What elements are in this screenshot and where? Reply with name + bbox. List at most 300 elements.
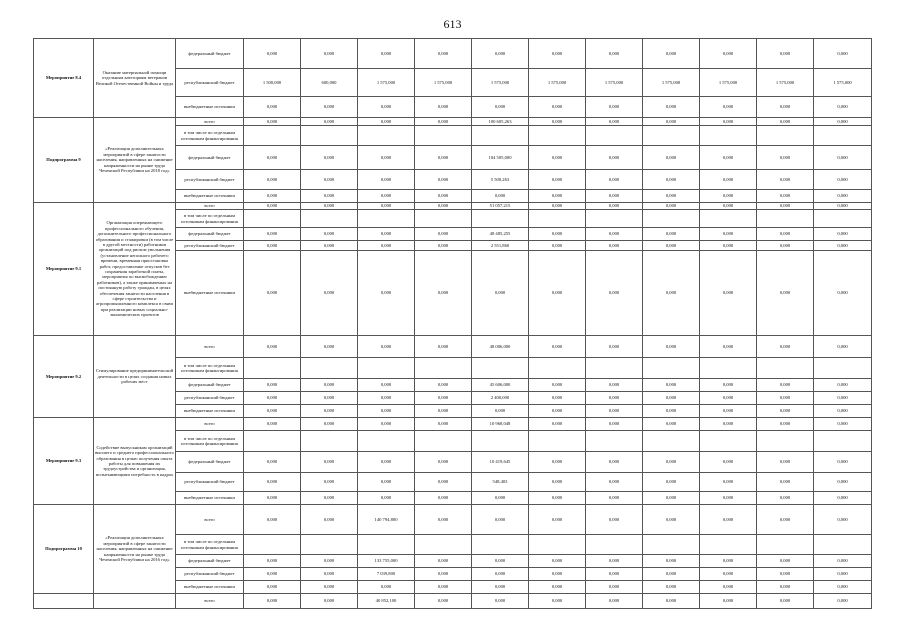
amount-cell: 0,000 — [358, 118, 415, 126]
amount-cell: 0,000 — [301, 39, 358, 69]
amount-cell: 0,000 — [301, 228, 358, 241]
amount-cell: 0,000 — [586, 594, 643, 609]
amount-cell: 0,000 — [244, 492, 301, 505]
funding-source: в том числе по отдельным источникам финансирования — [176, 210, 244, 228]
amount-cell — [301, 126, 358, 146]
amount-cell: 0,000 — [814, 418, 872, 431]
program-description: Оказание материальной помощи отдельным категориям ветеранов Великой Отечественной Войны и труда — [94, 39, 176, 118]
amount-cell — [415, 210, 472, 228]
amount-cell: 0,000 — [529, 594, 586, 609]
amount-cell: 40 852,100 — [358, 594, 415, 609]
amount-cell: 0,000 — [301, 203, 358, 210]
amount-cell: 0,000 — [529, 118, 586, 126]
amount-cell: 0,000 — [757, 146, 814, 170]
amount-cell: 0,000 — [301, 251, 358, 336]
amount-cell — [244, 358, 301, 379]
amount-cell: 0,000 — [814, 170, 872, 190]
amount-cell — [244, 126, 301, 146]
amount-cell — [358, 535, 415, 555]
amount-cell: 0,000 — [244, 228, 301, 241]
amount-cell: 0,000 — [814, 336, 872, 358]
amount-cell: 0,000 — [415, 146, 472, 170]
amount-cell: 0,000 — [301, 452, 358, 473]
amount-cell: 45 606,000 — [472, 379, 529, 392]
amount-cell — [529, 535, 586, 555]
amount-cell: 0,000 — [643, 473, 700, 492]
amount-cell — [700, 431, 757, 452]
amount-cell: 0,000 — [700, 555, 757, 568]
amount-cell: 0,000 — [643, 418, 700, 431]
amount-cell: 0,000 — [586, 418, 643, 431]
amount-cell: 0,000 — [415, 392, 472, 405]
amount-cell: 0,000 — [643, 190, 700, 203]
amount-cell: 0,000 — [301, 505, 358, 535]
amount-cell: 0,000 — [757, 39, 814, 69]
amount-cell: 0,000 — [529, 336, 586, 358]
amount-cell: 0,000 — [415, 39, 472, 69]
amount-cell: 0,000 — [643, 97, 700, 118]
amount-cell: 0,000 — [529, 97, 586, 118]
amount-cell — [472, 126, 529, 146]
amount-cell: 0,000 — [415, 228, 472, 241]
page-number: 613 — [443, 17, 462, 31]
program-name — [34, 594, 94, 609]
funding-source: республиканский бюджет — [176, 69, 244, 97]
funding-source: внебюджетные источники — [176, 97, 244, 118]
amount-cell: 0,000 — [529, 392, 586, 405]
amount-cell: 0,000 — [586, 392, 643, 405]
funding-source: в том числе по отдельным источникам финансирования — [176, 431, 244, 452]
amount-cell — [757, 210, 814, 228]
amount-cell: 10 419,645 — [472, 452, 529, 473]
amount-cell: 0,000 — [700, 146, 757, 170]
funding-source: внебюджетные источники — [176, 581, 244, 594]
budget-table-body — [34, 39, 872, 609]
amount-cell: 0,000 — [643, 228, 700, 241]
amount-cell: 0,000 — [814, 39, 872, 69]
amount-cell: 0,000 — [358, 336, 415, 358]
amount-cell — [700, 535, 757, 555]
amount-cell: 0,000 — [529, 568, 586, 581]
amount-cell: 1 575,000 — [529, 69, 586, 97]
amount-cell: 1 500,000 — [244, 69, 301, 97]
amount-cell: 0,000 — [244, 594, 301, 609]
table-row — [34, 39, 872, 69]
amount-cell: 0,000 — [643, 405, 700, 418]
amount-cell — [586, 358, 643, 379]
amount-cell: 0,000 — [301, 170, 358, 190]
amount-cell: 0,000 — [643, 39, 700, 69]
amount-cell: 0,000 — [529, 203, 586, 210]
amount-cell: 1 575,000 — [814, 69, 872, 97]
amount-cell: 2 551,860 — [472, 241, 529, 251]
program-name: Мероприятие 8.4 — [34, 39, 94, 118]
amount-cell — [757, 431, 814, 452]
amount-cell: 48 006,000 — [472, 336, 529, 358]
amount-cell — [757, 358, 814, 379]
amount-cell: 0,000 — [415, 473, 472, 492]
amount-cell: 0,000 — [358, 251, 415, 336]
amount-cell: 0,000 — [529, 473, 586, 492]
funding-source: республиканский бюджет — [176, 170, 244, 190]
funding-source: всего — [176, 336, 244, 358]
amount-cell: 0,000 — [757, 118, 814, 126]
amount-cell: 0,000 — [586, 146, 643, 170]
table-row — [34, 505, 872, 535]
table-row — [34, 118, 872, 126]
amount-cell: 0,000 — [586, 452, 643, 473]
budget-table — [33, 38, 872, 609]
amount-cell: 1 575,000 — [700, 69, 757, 97]
amount-cell: 0,000 — [529, 492, 586, 505]
amount-cell — [529, 358, 586, 379]
table-row — [34, 594, 872, 609]
amount-cell: 0,000 — [244, 251, 301, 336]
funding-source: федеральный бюджет — [176, 146, 244, 170]
amount-cell: 0,000 — [301, 581, 358, 594]
amount-cell: 0,000 — [244, 190, 301, 203]
amount-cell — [301, 535, 358, 555]
amount-cell: 0,000 — [472, 581, 529, 594]
amount-cell: 0,000 — [301, 336, 358, 358]
amount-cell: 0,000 — [586, 190, 643, 203]
amount-cell: 0,000 — [244, 97, 301, 118]
amount-cell — [757, 126, 814, 146]
amount-cell: 0,000 — [586, 228, 643, 241]
amount-cell — [529, 210, 586, 228]
amount-cell: 0,000 — [244, 392, 301, 405]
amount-cell: 0,000 — [529, 39, 586, 69]
funding-source: всего — [176, 505, 244, 535]
amount-cell: 0,000 — [358, 190, 415, 203]
amount-cell: 0,000 — [244, 581, 301, 594]
amount-cell: 0,000 — [529, 555, 586, 568]
amount-cell: 0,000 — [586, 241, 643, 251]
funding-source: внебюджетные источники — [176, 251, 244, 336]
amount-cell: 0,000 — [643, 594, 700, 609]
amount-cell: 0,000 — [757, 336, 814, 358]
amount-cell: 0,000 — [814, 97, 872, 118]
amount-cell: 0,000 — [814, 251, 872, 336]
amount-cell: 0,000 — [415, 581, 472, 594]
amount-cell: 0,000 — [415, 418, 472, 431]
amount-cell: 0,000 — [244, 170, 301, 190]
amount-cell: 0,000 — [700, 594, 757, 609]
amount-cell: 0,000 — [415, 97, 472, 118]
amount-cell: 0,000 — [244, 568, 301, 581]
amount-cell: 0,000 — [301, 594, 358, 609]
amount-cell: 0,000 — [415, 118, 472, 126]
amount-cell — [415, 126, 472, 146]
amount-cell: 0,000 — [301, 555, 358, 568]
funding-source: внебюджетные источники — [176, 492, 244, 505]
amount-cell: 0,000 — [700, 452, 757, 473]
amount-cell: 0,000 — [472, 568, 529, 581]
amount-cell: 0,000 — [700, 118, 757, 126]
funding-source: республиканский бюджет — [176, 392, 244, 405]
amount-cell: 0,000 — [814, 203, 872, 210]
amount-cell — [529, 431, 586, 452]
program-description: Стимулирование предпринимательской деятельности в целях создания новых рабочих мест — [94, 336, 176, 418]
amount-cell: 0,000 — [301, 146, 358, 170]
amount-cell: 0,000 — [244, 452, 301, 473]
amount-cell: 0,000 — [757, 505, 814, 535]
amount-cell — [415, 535, 472, 555]
amount-cell: 0,000 — [415, 505, 472, 535]
amount-cell: 0,000 — [757, 170, 814, 190]
amount-cell: 0,000 — [814, 146, 872, 170]
amount-cell — [301, 358, 358, 379]
amount-cell: 0,000 — [757, 418, 814, 431]
amount-cell: 0,000 — [472, 405, 529, 418]
amount-cell: 0,000 — [586, 251, 643, 336]
program-description: Содействие выпускникам организаций высшего и среднего профессионального образования в целью получения опыта работы для повышения их трудоустройства и организация, испытывающими потребность в кадрах — [94, 418, 176, 505]
amount-cell: 0,000 — [472, 555, 529, 568]
funding-source: федеральный бюджет — [176, 228, 244, 241]
program-description: «Реализация дополнительных мероприятий в сфере занятости населения, направленных на снижение напряженности на рынке труда Чеченской Республики на 2016 год» — [94, 505, 176, 594]
amount-cell: 0,000 — [586, 473, 643, 492]
amount-cell: 0,000 — [586, 39, 643, 69]
amount-cell: 0,000 — [757, 251, 814, 336]
amount-cell: 0,000 — [757, 241, 814, 251]
program-name: Подпрограмма 10 — [34, 505, 94, 594]
amount-cell: 0,000 — [244, 473, 301, 492]
amount-cell — [814, 535, 872, 555]
amount-cell: 0,000 — [814, 492, 872, 505]
amount-cell: 0,000 — [586, 581, 643, 594]
funding-source: федеральный бюджет — [176, 555, 244, 568]
amount-cell: 0,000 — [415, 492, 472, 505]
table-row — [34, 418, 872, 431]
amount-cell — [244, 535, 301, 555]
amount-cell: 0,000 — [814, 594, 872, 609]
amount-cell: 0,000 — [586, 336, 643, 358]
amount-cell: 0,000 — [700, 241, 757, 251]
amount-cell: 0,000 — [814, 555, 872, 568]
amount-cell: 0,000 — [529, 241, 586, 251]
funding-source: республиканский бюджет — [176, 568, 244, 581]
amount-cell: 548,403 — [472, 473, 529, 492]
amount-cell: 0,000 — [700, 379, 757, 392]
funding-source: федеральный бюджет — [176, 39, 244, 69]
amount-cell: 0,000 — [529, 190, 586, 203]
table-row — [34, 336, 872, 358]
amount-cell: 0,000 — [757, 473, 814, 492]
funding-source: федеральный бюджет — [176, 452, 244, 473]
amount-cell: 0,000 — [643, 203, 700, 210]
amount-cell: 0,000 — [358, 405, 415, 418]
amount-cell: 0,000 — [643, 555, 700, 568]
amount-cell — [814, 210, 872, 228]
funding-source: всего — [176, 594, 244, 609]
amount-cell: 0,000 — [529, 170, 586, 190]
amount-cell — [415, 358, 472, 379]
amount-cell — [358, 431, 415, 452]
amount-cell: 0,000 — [586, 379, 643, 392]
amount-cell: 0,000 — [700, 581, 757, 594]
amount-cell: 0,000 — [415, 568, 472, 581]
amount-cell: 0,000 — [586, 170, 643, 190]
amount-cell — [358, 126, 415, 146]
amount-cell: 0,000 — [586, 555, 643, 568]
amount-cell: 0,000 — [643, 581, 700, 594]
amount-cell: 0,000 — [643, 379, 700, 392]
funding-source: республиканский бюджет — [176, 241, 244, 251]
amount-cell: 0,000 — [472, 97, 529, 118]
funding-source: всего — [176, 203, 244, 210]
amount-cell — [643, 210, 700, 228]
amount-cell: 0,000 — [244, 505, 301, 535]
amount-cell: 0,000 — [700, 251, 757, 336]
amount-cell: 0,000 — [643, 146, 700, 170]
amount-cell: 0,000 — [700, 405, 757, 418]
amount-cell: 0,000 — [415, 555, 472, 568]
amount-cell: 0,000 — [244, 379, 301, 392]
amount-cell — [301, 431, 358, 452]
amount-cell: 0,000 — [643, 251, 700, 336]
amount-cell: 0,000 — [244, 336, 301, 358]
program-description: «Реализация дополнительных мероприятий в сфере занятости населения, направленных на снижение напряженности на рынке труда Чеченской Республики на 2018 год» — [94, 118, 176, 203]
amount-cell: 7 039,800 — [358, 568, 415, 581]
funding-source: внебюджетные источники — [176, 190, 244, 203]
amount-cell: 0,000 — [700, 473, 757, 492]
amount-cell: 0,000 — [244, 555, 301, 568]
amount-cell: 0,000 — [358, 241, 415, 251]
amount-cell: 0,000 — [757, 203, 814, 210]
amount-cell: 0,000 — [358, 97, 415, 118]
amount-cell: 0,000 — [415, 203, 472, 210]
amount-cell — [643, 431, 700, 452]
amount-cell — [586, 210, 643, 228]
amount-cell: 0,000 — [472, 492, 529, 505]
amount-cell: 0,000 — [415, 241, 472, 251]
amount-cell — [472, 431, 529, 452]
amount-cell: 0,000 — [757, 568, 814, 581]
funding-source: всего — [176, 418, 244, 431]
amount-cell: 0,000 — [529, 379, 586, 392]
amount-cell: 0,000 — [643, 568, 700, 581]
amount-cell: 0,000 — [700, 190, 757, 203]
amount-cell: 0,000 — [529, 505, 586, 535]
amount-cell: 0,000 — [757, 555, 814, 568]
amount-cell: 0,000 — [700, 492, 757, 505]
amount-cell: 0,000 — [358, 146, 415, 170]
amount-cell: 0,000 — [301, 118, 358, 126]
amount-cell: 1 575,000 — [586, 69, 643, 97]
amount-cell: 0,000 — [586, 505, 643, 535]
amount-cell: 0,000 — [586, 568, 643, 581]
amount-cell: 0,000 — [301, 492, 358, 505]
amount-cell — [643, 126, 700, 146]
amount-cell: 0,000 — [586, 118, 643, 126]
amount-cell: 0,000 — [814, 118, 872, 126]
amount-cell: 0,000 — [757, 97, 814, 118]
amount-cell: 0,000 — [529, 228, 586, 241]
amount-cell: 0,000 — [529, 418, 586, 431]
program-name: Мероприятие 9.3 — [34, 418, 94, 505]
amount-cell: 0,000 — [814, 190, 872, 203]
program-name: Подпрограмма 9 — [34, 118, 94, 203]
amount-cell: 0,000 — [814, 241, 872, 251]
amount-cell: 133 755,000 — [358, 555, 415, 568]
amount-cell: 0,000 — [700, 418, 757, 431]
amount-cell — [700, 210, 757, 228]
amount-cell: 1 575,000 — [358, 69, 415, 97]
amount-cell — [586, 126, 643, 146]
amount-cell: 0,000 — [586, 203, 643, 210]
funding-source: республиканский бюджет — [176, 473, 244, 492]
amount-cell: 0,000 — [529, 452, 586, 473]
amount-cell: 0,000 — [700, 228, 757, 241]
amount-cell: 0,000 — [358, 392, 415, 405]
amount-cell: 0,000 — [643, 336, 700, 358]
amount-cell: 0,000 — [814, 392, 872, 405]
amount-cell: 0,000 — [301, 473, 358, 492]
amount-cell: 0,000 — [472, 505, 529, 535]
amount-cell: 0,000 — [358, 473, 415, 492]
amount-cell: 0,000 — [244, 241, 301, 251]
amount-cell — [244, 431, 301, 452]
amount-cell: 0,000 — [358, 203, 415, 210]
amount-cell: 0,000 — [586, 405, 643, 418]
amount-cell: 0,000 — [814, 228, 872, 241]
amount-cell: 0,000 — [700, 170, 757, 190]
amount-cell — [700, 358, 757, 379]
amount-cell: 0,000 — [643, 505, 700, 535]
amount-cell: 0,000 — [301, 418, 358, 431]
program-description: Организация опережающего профессионального обучения, дополнительного профессионального образования и стажировки (в том числе в другой местности) работников организаций под риском увольнения (установление неполного рабочего времени, временная приостановка работ, предоставление отпусков без сохранения заработной платы, мероприятия по высвобождению работников), а также принимаемых на постоянную работу граждан, в целях обеспечения занятости населения в сфере строительства и агропромышленного комплекса в связи при реализации новых социально-экономических проектов — [94, 203, 176, 336]
amount-cell: 0,000 — [244, 203, 301, 210]
amount-cell: 5 500,263 — [472, 170, 529, 190]
amount-cell — [757, 535, 814, 555]
amount-cell: 0,000 — [472, 190, 529, 203]
amount-cell: 0,000 — [814, 568, 872, 581]
amount-cell: 0,000 — [472, 251, 529, 336]
amount-cell: 1 575,000 — [643, 69, 700, 97]
amount-cell: 0,000 — [586, 492, 643, 505]
amount-cell: 0,000 — [244, 418, 301, 431]
funding-source: всего — [176, 118, 244, 126]
amount-cell: 0,000 — [757, 492, 814, 505]
amount-cell: 0,000 — [301, 568, 358, 581]
amount-cell: 0,000 — [358, 581, 415, 594]
amount-cell — [358, 210, 415, 228]
program-name: Мероприятие 9.2 — [34, 336, 94, 418]
amount-cell: 0,000 — [244, 146, 301, 170]
amount-cell: 0,000 — [757, 452, 814, 473]
amount-cell: 0,000 — [415, 251, 472, 336]
amount-cell: 0,000 — [358, 492, 415, 505]
amount-cell: 48 485,255 — [472, 228, 529, 241]
amount-cell: 0,000 — [301, 190, 358, 203]
amount-cell: 10 968,048 — [472, 418, 529, 431]
amount-cell — [529, 126, 586, 146]
amount-cell: 0,000 — [814, 452, 872, 473]
amount-cell: 0,000 — [358, 170, 415, 190]
program-name: Мероприятие 9.1 — [34, 203, 94, 336]
amount-cell: 0,000 — [472, 594, 529, 609]
amount-cell: 0,000 — [643, 241, 700, 251]
amount-cell: 0,000 — [358, 379, 415, 392]
amount-cell: 0,000 — [700, 39, 757, 69]
amount-cell: 0,000 — [415, 379, 472, 392]
amount-cell: 0,000 — [415, 170, 472, 190]
amount-cell — [814, 431, 872, 452]
amount-cell — [472, 358, 529, 379]
amount-cell: 0,000 — [814, 473, 872, 492]
amount-cell: 2 400,000 — [472, 392, 529, 405]
funding-source: в том числе по отдельным источникам финансирования — [176, 358, 244, 379]
